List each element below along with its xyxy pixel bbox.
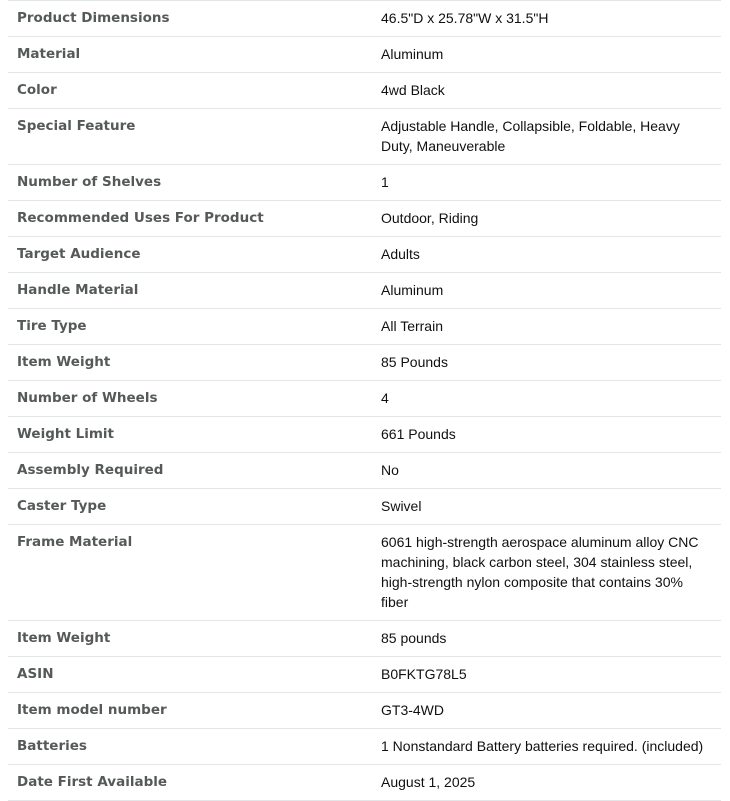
spec-row xyxy=(8,165,721,201)
spec-row xyxy=(8,765,721,801)
spec-label: Handle Material xyxy=(17,282,139,298)
spec-label: Date First Available xyxy=(17,774,168,790)
spec-label: Number of Shelves xyxy=(17,174,162,190)
spec-label: Number of Wheels xyxy=(17,390,158,406)
spec-label: Product Dimensions xyxy=(17,10,170,26)
spec-row xyxy=(8,1,721,37)
spec-value: 661 Pounds xyxy=(381,426,456,442)
spec-label: ASIN xyxy=(17,666,54,682)
spec-value: No xyxy=(381,462,399,478)
spec-label: Weight Limit xyxy=(17,426,114,442)
spec-value: 4 xyxy=(381,390,389,406)
spec-label: Recommended Uses For Product xyxy=(17,210,264,226)
spec-value: 4wd Black xyxy=(381,82,445,98)
spec-row xyxy=(8,201,721,237)
spec-value: Adjustable Handle, Collapsible, Foldable, Heavy Duty, Maneuverable xyxy=(381,118,680,154)
spec-row xyxy=(8,381,721,417)
spec-row xyxy=(8,729,721,765)
spec-row xyxy=(8,309,721,345)
spec-value: Outdoor, Riding xyxy=(381,210,479,226)
spec-label: Frame Material xyxy=(17,534,133,550)
spec-value: Aluminum xyxy=(381,46,444,62)
spec-label: Item model number xyxy=(17,702,167,718)
spec-label: Item Weight xyxy=(17,630,111,646)
spec-value: 6061 high-strength aerospace aluminum alloy CNC machining, black carbon steel, 304 stainless steel, high-strength nylon composite that contains 30% fiber xyxy=(381,534,699,610)
spec-value: GT3-4WD xyxy=(381,702,444,718)
spec-row xyxy=(8,417,721,453)
spec-value: 46.5"D x 25.78"W x 31.5"H xyxy=(381,10,549,26)
spec-value: 1 Nonstandard Battery batteries required. (included) xyxy=(381,738,704,754)
spec-row xyxy=(8,73,721,109)
spec-value: 1 xyxy=(381,174,389,190)
spec-row xyxy=(8,237,721,273)
spec-row xyxy=(8,621,721,657)
spec-row xyxy=(8,525,721,621)
spec-label: Caster Type xyxy=(17,498,107,514)
spec-row xyxy=(8,453,721,489)
spec-label: Material xyxy=(17,46,81,62)
spec-row xyxy=(8,489,721,525)
spec-label: Item Weight xyxy=(17,354,111,370)
spec-label: Tire Type xyxy=(17,318,87,334)
spec-value: Adults xyxy=(381,246,420,262)
spec-value: All Terrain xyxy=(381,318,443,334)
spec-value: 85 Pounds xyxy=(381,354,448,370)
spec-row xyxy=(8,657,721,693)
spec-value: 85 pounds xyxy=(381,630,447,646)
product-details-table xyxy=(8,0,721,801)
spec-row xyxy=(8,273,721,309)
spec-row xyxy=(8,345,721,381)
spec-label: Batteries xyxy=(17,738,87,754)
spec-value: August 1, 2025 xyxy=(381,774,476,790)
spec-label: Target Audience xyxy=(17,246,141,262)
spec-label: Special Feature xyxy=(17,118,136,134)
spec-row xyxy=(8,37,721,73)
spec-label: Color xyxy=(17,82,57,98)
spec-row xyxy=(8,693,721,729)
spec-row xyxy=(8,109,721,165)
spec-value: Aluminum xyxy=(381,282,444,298)
spec-label: Assembly Required xyxy=(17,462,164,478)
spec-value: Swivel xyxy=(381,498,422,514)
spec-value: B0FKTG78L5 xyxy=(381,666,467,682)
